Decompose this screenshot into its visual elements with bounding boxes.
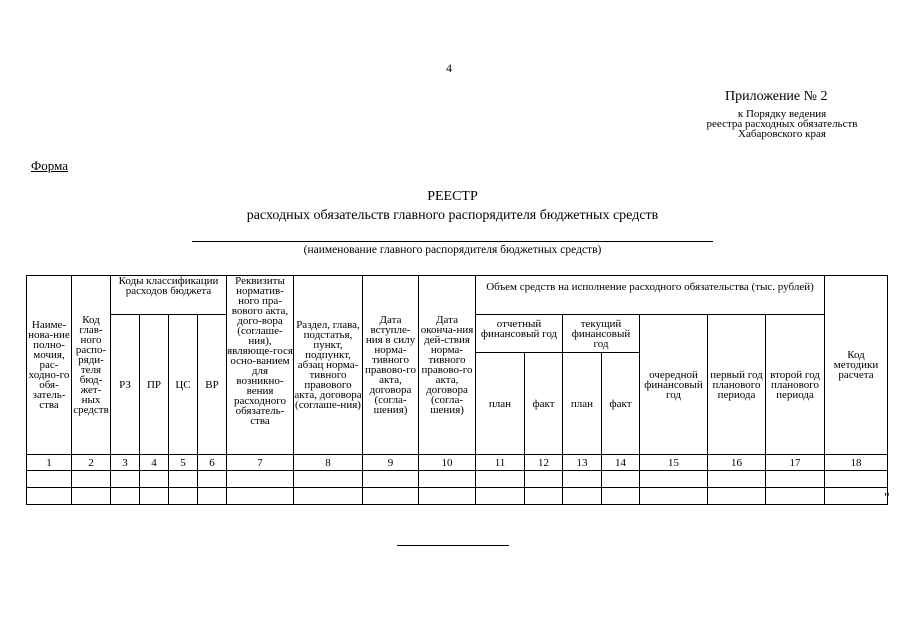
- header-current-plan: план: [563, 353, 602, 455]
- header-reporting-plan: план: [476, 353, 525, 455]
- header-pr: ПР: [140, 315, 169, 455]
- header-reporting-year: отчетный финансовый год: [476, 315, 563, 353]
- column-number: 3: [111, 455, 140, 471]
- appendix-title: Приложение № 2: [725, 89, 828, 104]
- column-number: 13: [563, 455, 602, 471]
- empty-data-row: [27, 488, 888, 505]
- column-number: 1: [27, 455, 72, 471]
- empty-data-row: [27, 471, 888, 488]
- closing-quote: ": [884, 491, 890, 506]
- header-current-fact: факт: [602, 353, 640, 455]
- appendix-line-1: к Порядку ведения: [737, 108, 827, 120]
- appendix-line-2: реестра расходных обязательств: [706, 118, 858, 130]
- header-cs: ЦС: [169, 315, 198, 455]
- header-reporting-fact: факт: [525, 353, 563, 455]
- header-date-end: Дата оконча-ния дей-ствия норма-тивного правово-го акта, договора (согла-шения): [419, 276, 476, 455]
- column-number: 15: [640, 455, 708, 471]
- footer-line: [397, 545, 509, 546]
- column-number: 16: [708, 455, 766, 471]
- page-number: 4: [446, 61, 452, 75]
- header-requisites: Реквизиты норматив-ного пра-вового акта, дого-вора (соглаше-ния), являюще-гося осно-ванием для возникно-вения расходного обязатель-ства: [227, 276, 294, 455]
- column-number: 6: [198, 455, 227, 471]
- column-number: 11: [476, 455, 525, 471]
- header-name: Наиме-нова-ние полно-мочия, рас-ходно-го обя-затель-ства: [27, 276, 72, 455]
- header-vr: ВР: [198, 315, 227, 455]
- column-number: 14: [602, 455, 640, 471]
- column-number: 10: [419, 455, 476, 471]
- document-subtitle: расходных обязательств главного распорядителя бюджетных средств: [246, 208, 659, 223]
- registry-table: [26, 275, 888, 505]
- header-classification-codes: Коды классификации расходов бюджета: [111, 276, 227, 315]
- column-number: 17: [766, 455, 825, 471]
- header-method-code: Код методики расчета: [825, 276, 888, 455]
- header-volume: Объем средств на исполнение расходного обязательства (тыс. рублей): [476, 276, 825, 315]
- appendix-line-3: Хабаровского края: [738, 128, 826, 140]
- column-numbers-row: [27, 455, 888, 471]
- column-number: 2: [72, 455, 111, 471]
- header-second-plan-year: второй год планового периода: [766, 315, 825, 455]
- appendix-subtitle: [672, 109, 892, 139]
- header-rz: РЗ: [111, 315, 140, 455]
- header-first-plan-year: первый год планового периода: [708, 315, 766, 455]
- header-next-year: очередной финансовый год: [640, 315, 708, 455]
- column-number: 4: [140, 455, 169, 471]
- header-date-start: Дата вступле-ния в силу норма-тивного правово-го акта, договора (согла-шения): [363, 276, 419, 455]
- column-number: 18: [825, 455, 888, 471]
- column-number: 9: [363, 455, 419, 471]
- column-number: 12: [525, 455, 563, 471]
- column-number: 7: [227, 455, 294, 471]
- document-title: РЕЕСТР: [427, 189, 478, 204]
- header-code: Код глав-ного распо-ряди-теля бюд-жет-ных средств: [72, 276, 111, 455]
- form-label: Форма: [31, 158, 68, 173]
- column-number: 8: [294, 455, 363, 471]
- name-caption: (наименование главного распорядителя бюджетных средств): [303, 244, 602, 256]
- header-current-year: текущий финансовый год: [563, 315, 640, 353]
- column-number: 5: [169, 455, 198, 471]
- name-underline: [192, 241, 713, 242]
- header-section: Раздел, глава, подстатья, пункт, подпункт, абзац норма-тивного правового акта, договора (соглаше-ния): [294, 276, 363, 455]
